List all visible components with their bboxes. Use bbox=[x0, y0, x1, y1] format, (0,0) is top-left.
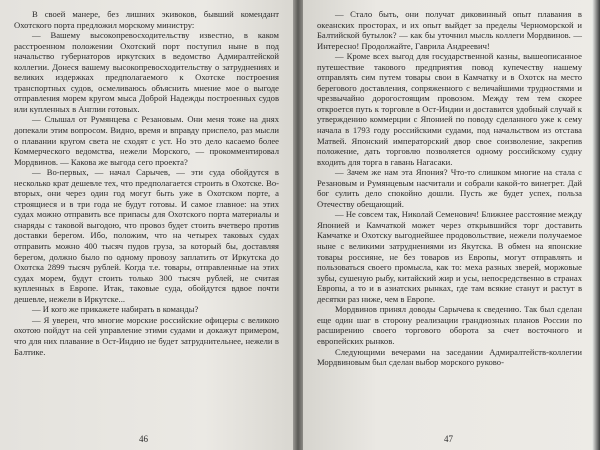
paragraph: — И кого же прикажете набирать в команды? bbox=[32, 304, 199, 315]
book-gutter bbox=[293, 0, 303, 450]
page-number: 46 bbox=[139, 434, 148, 444]
paragraph: Следующими вечерами на заседании Адмиралтейств-коллегии Мордвиновым был сделан выбор морского руково- bbox=[317, 346, 582, 368]
left-page bbox=[0, 0, 293, 450]
paragraph: — Зачем же нам эта Япония? Что-то слишком многие на стала с Резановым и Румянцевым насчитали и собрали какой-то винегрет. Дай бог сулить дело спокойно дошли. Пусть же будет успех, польза Отечеству обещающий. bbox=[317, 167, 582, 209]
paragraph: В своей манере, без лишних экивоков, бывший комендант Охотского порта предложил морскому министру: bbox=[14, 9, 279, 30]
paragraph: — Не совсем так, Николай Семенович! Ближнее расстояние между Японией и Камчаткой может через открывшийся торг доставить Камчатке и Охотску выгоднейшее продовольствие, нежели получаемое ныне с великими затруднениями из Якутска. В обмен на японские товары россияне, не без товаров из Европы, могут отправлять и пользоваться своего промысла, как то: меха разных зверей, моржовые зубы, сушеную рыбу, китайский жир и усы, непосредственно в странах Европы, а то и в азиатских рынках, где там всякие станут и растут в десятки раз ниже, чем в Европе. bbox=[317, 209, 582, 304]
right-page bbox=[303, 0, 600, 450]
paragraph: — Стало быть, они получат диковинный опыт плавания в океанских просторах, и их опыт выйдет за пределы Черноморской и Балтийской бутылок? — как бы уточнил мысль коллеги Мордвинов. — Интересно! Продолжайте, Гаврила Андреевич! bbox=[317, 9, 582, 51]
page-number: 47 bbox=[444, 434, 453, 444]
paragraph: — Вашему высокопревосходительству известно, в каком расстроенном положении Охотский порт поступил ныне в под начальство губернаторов иркутских в ведомство Адмиралтейской коллегии. Донеся вашему высокопревосходительству о затруднениях и великих издержках предполагаемого к Охотске построения транспортных судов, осмеливаюсь объяснить мнение мое о выгоде отправления морем кругом мыса Доброй Надежды построенных судов или купленных в Англии готовых. bbox=[14, 30, 279, 114]
paragraph: — Кроме всех выгод для государственной казны, вышеописанное путешествие такового предприятия повод купечеству нашему отправлять сим путем товары свои в Камчатку и в Охотск на место берегового доставления, сопряженного с величайшими трудностями и чрезвычайно дорогостоящим провозом. Между тем тем скорее откроется путь к торговле в Ост-Индии и доставится удобный случай к утверждению коммерции с Японией по поводу сделанного уже к сему начала в 1793 году российскими судами, под начальством из отстава Матвей. Японский императорский двор свое соизволение, закрепив положение, дать торговлю позволяется одному российскому судну входить для торга в гавань Нагасаки. bbox=[317, 51, 582, 167]
paragraph: — Во-первых, — начал Сарычев, — эти суда обойдутся в несколько крат дешевле тех, что предполагается строить в Охотске. Во-вторых, они через один год могут быть уже в Охотском порте, а строящиеся и в три года не будут готовы. И самое главное: на этих судах можно отправить все припасы для Охотского порта материалы и снаряды с таковой выгодою, что провоз будет стоить вчетверо против доставки берегом. Ибо, положим, что на четырех таковых судах отправить можно 400 тысяч пудов груза, за который бы, доставляя берегом, должно было по одному провозу заплатить от Иркутска до Охотска 2899 тысяч рублей. Когда т.е. товары, отправленные на этих судах морем, будут стоить только 300 тысяч рублей, не считая купленных в Европе. Итак, таковые суда, обойдутся вдвое почти дешевле, нежели в Иркутске... bbox=[14, 167, 279, 304]
paragraph: — Я уверен, что многие морские российские офицеры с великою охотою пойдут на сей управление этими судами и докажут примером, что для них плавание в Ост-Индию не будет затруднительнее, нежели в Балтике. bbox=[14, 314, 279, 357]
paragraph: Мордвинов принял доводы Сарычева к сведению. Так был сделан еще один шаг в сторону реализации грандиозных планов России по расширению своего торгового оборота за счет восточного и европейских рынков. bbox=[317, 304, 582, 346]
left-page-text bbox=[14, 9, 279, 357]
paragraph: — Слышал от Румянцева с Резановым. Они меня тоже на днях допекали этим вопросом. Видно, время и вправду приспело, раз мысли о плавании кругом света не сходят с уст. Но это дело касаемо более Коммерческого ведомства, нежели Морского, — прокомментировал Мордвинов. — Какова же выгода сего проекта? bbox=[14, 114, 279, 167]
page-edge bbox=[592, 0, 600, 450]
right-page-text bbox=[317, 9, 582, 368]
